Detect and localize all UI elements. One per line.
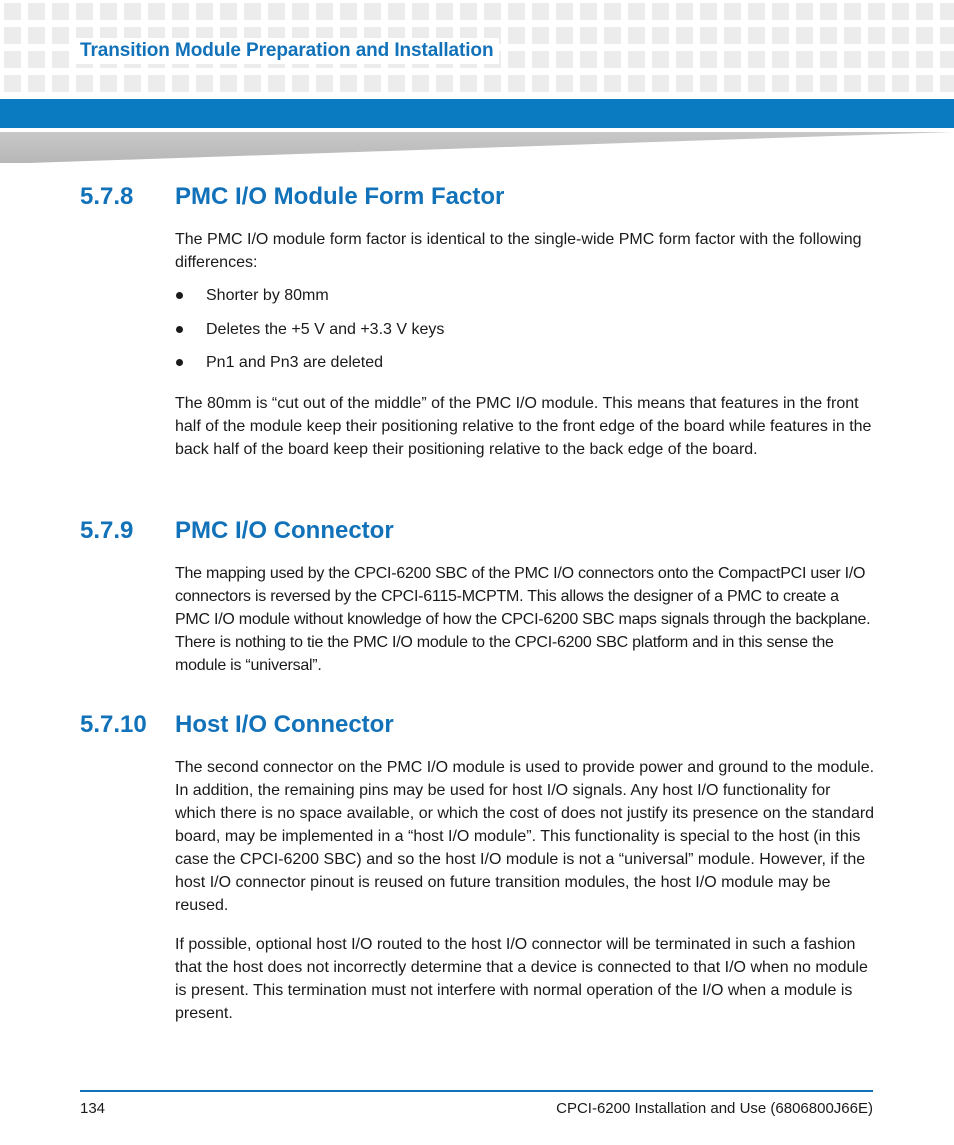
list-item	[175, 318, 444, 352]
list-item	[175, 351, 444, 385]
page-number: 134	[80, 1100, 106, 1117]
bullet-text: Pn1 and Pn3 are deleted	[206, 354, 384, 371]
header-grey-wedge	[0, 132, 954, 163]
section-heading-5-7-9	[80, 517, 394, 545]
section-number: 5.7.9	[80, 517, 134, 544]
bullet-text: Deletes the +5 V and +3.3 V keys	[206, 320, 445, 338]
section-body-paragraph: The second connector on the PMC I/O module is used to provide power and ground to the module. In addition, the remaining pins may be used for host I/O signals. Any host I/O functionality for which there is no space available, or which the cost of does not justify its presence on the standard board, may be implemented in a “host I/O module”. This functionality is special to the host (in this case the CPCI-6200 SBC) and so the host I/O module is not a “universal” module. However, if the host I/O connector pinout is reused on future transition modules, the host I/O module may be reused.	[175, 759, 875, 914]
header-blue-bar	[0, 99, 954, 128]
section-title: Host I/O Connector	[175, 711, 394, 738]
section-number: 5.7.8	[80, 183, 134, 210]
bullet-icon	[176, 359, 183, 366]
section-number: 5.7.10	[80, 711, 147, 738]
bullet-icon	[176, 292, 183, 299]
section-heading-5-7-10	[80, 711, 394, 739]
document-title: CPCI-6200 Installation and Use (6806800J66E)	[556, 1100, 873, 1117]
section-heading-5-7-8	[80, 183, 504, 211]
chapter-header-title: Transition Module Preparation and Installation	[74, 38, 499, 64]
section-body-paragraph: If possible, optional host I/O routed to the host I/O connector will be terminated in such a fashion that the host does not incorrectly determine that a device is connected to that I/O when no module is present. This termination must not interfere with normal operation of the I/O when a module is present.	[175, 936, 868, 1022]
section-body-paragraph: The 80mm is “cut out of the middle” of the PMC I/O module. This means that features in the front half of the module keep their positioning relative to the front edge of the board while features in the back half of the board keep their positioning relative to the back edge of the board.	[175, 395, 872, 458]
section-body-paragraph: The mapping used by the CPCI-6200 SBC of the PMC I/O connectors onto the CompactPCI user I/O connectors is reversed by the CPCI-6115-MCPTM. This allows the designer of a PMC to create a PMC I/O module without knowledge of how the CPCI-6200 SBC maps signals through the backplane. There is nothing to tie the PMC I/O module to the CPCI-6200 SBC platform and in this sense the module is “universal”.	[175, 565, 871, 674]
bullet-icon	[176, 326, 183, 333]
section-title: PMC I/O Connector	[175, 517, 394, 544]
section-intro-paragraph: The PMC I/O module form factor is identical to the single-wide PMC form factor with the following differences:	[175, 231, 862, 271]
footer-rule	[80, 1090, 873, 1092]
list-item	[175, 284, 444, 318]
bullet-text: Shorter by 80mm	[206, 287, 329, 304]
section-title: PMC I/O Module Form Factor	[175, 183, 505, 210]
difference-bullet-list	[175, 284, 444, 385]
